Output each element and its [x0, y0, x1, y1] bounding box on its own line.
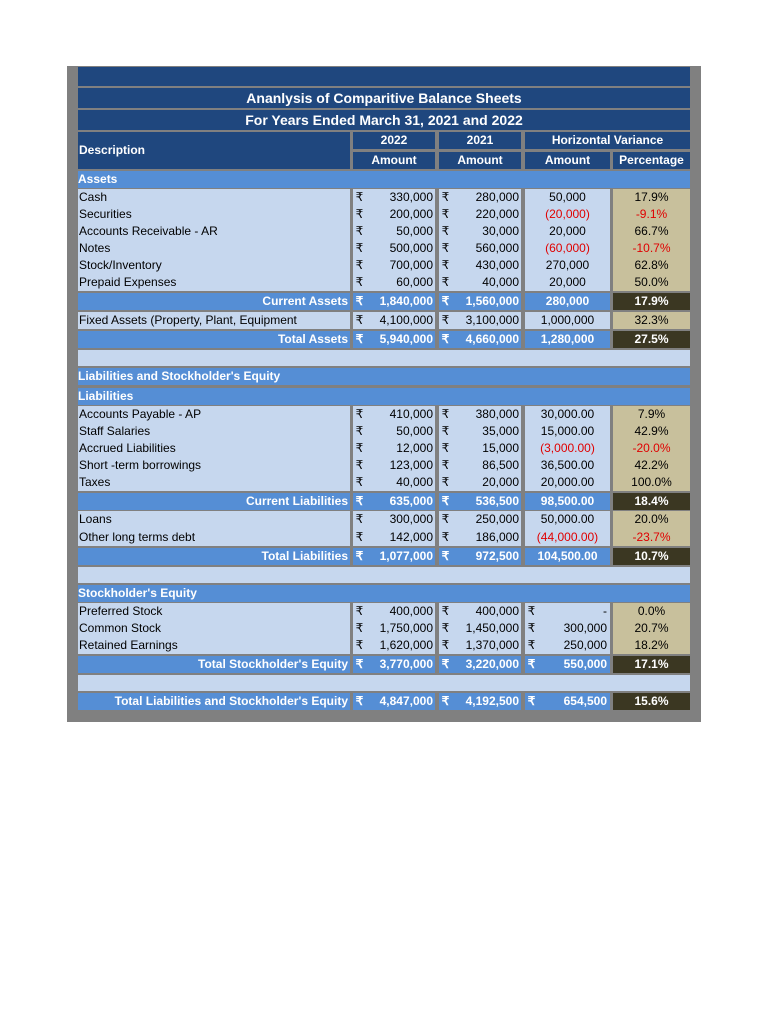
- amount-2021: 250,000: [475, 512, 519, 526]
- variance-amount: 15,000.00: [540, 424, 595, 438]
- variance-percentage: 50.0%: [634, 275, 669, 289]
- amount-2021: 35,000: [482, 424, 519, 438]
- currency-symbol: ₹: [355, 190, 364, 204]
- assets-section-header: Assets: [78, 171, 690, 188]
- year-2022-header: 2022: [353, 132, 435, 149]
- variance-amount: 36,500.00: [540, 458, 595, 472]
- report-title: Ananlysis of Comparitive Balance Sheets: [78, 88, 690, 108]
- variance-percentage: 42.2%: [634, 458, 669, 472]
- current-assets-2022: 1,840,000: [366, 293, 435, 310]
- currency-symbol: ₹: [355, 530, 364, 544]
- variance-amount: 250,000: [563, 638, 607, 652]
- variance-amount: 20,000: [549, 275, 586, 289]
- amount-2022: 50,000: [396, 224, 433, 238]
- amount-2022: 123,000: [389, 458, 433, 472]
- currency-symbol: ₹: [527, 621, 536, 635]
- currency-symbol: ₹: [355, 313, 364, 327]
- total-liabilities-2021: 972,500: [452, 548, 521, 565]
- variance-percentage: -9.1%: [635, 207, 668, 221]
- currency-symbol: ₹: [441, 475, 450, 489]
- amount-2022: 410,000: [389, 407, 433, 421]
- currency-symbol: ₹: [353, 693, 366, 710]
- variance-amount: (3,000.00): [540, 441, 595, 455]
- fixed-assets-2021: 3,100,000: [465, 313, 519, 327]
- currency-symbol: ₹: [355, 604, 364, 618]
- amount-2021: 280,000: [475, 190, 519, 204]
- amount-2021-header: Amount: [439, 152, 521, 169]
- currency-symbol: ₹: [355, 207, 364, 221]
- spacer-row: [78, 350, 690, 366]
- description-header: Description: [78, 132, 350, 169]
- year-2021-header: 2021: [439, 132, 521, 149]
- variance-amount-header: Amount: [525, 152, 610, 169]
- grand-total-2022: 4,847,000: [366, 693, 435, 710]
- row-label: Notes: [79, 241, 111, 255]
- amount-2021: 1,450,000: [465, 621, 519, 635]
- currency-symbol: ₹: [439, 493, 452, 510]
- variance-percentage: 42.9%: [634, 424, 669, 438]
- amount-2022: 500,000: [389, 241, 433, 255]
- currency-symbol: ₹: [525, 693, 538, 710]
- currency-symbol: ₹: [439, 693, 452, 710]
- variance-amount: 300,000: [563, 621, 607, 635]
- total-equity-variance: 550,000: [538, 656, 610, 673]
- currency-symbol: ₹: [441, 512, 450, 526]
- amount-2021: 1,370,000: [465, 638, 519, 652]
- row-label: Preferred Stock: [79, 604, 163, 618]
- row-label: Staff Salaries: [79, 424, 151, 438]
- variance-percentage: 20.0%: [634, 512, 669, 526]
- report-subtitle: For Years Ended March 31, 2021 and 2022: [78, 110, 690, 130]
- amount-2022: 330,000: [389, 190, 433, 204]
- currency-symbol: ₹: [527, 604, 536, 618]
- currency-symbol: ₹: [441, 604, 450, 618]
- amount-2021: 86,500: [482, 458, 519, 472]
- currency-symbol: ₹: [355, 241, 364, 255]
- current-liabilities-2022: 635,000: [366, 493, 435, 510]
- fixed-assets-variance: 1,000,000: [540, 313, 595, 327]
- variance-percentage: 7.9%: [637, 407, 666, 421]
- amount-2022: 400,000: [389, 604, 433, 618]
- currency-symbol: ₹: [441, 458, 450, 472]
- variance-percentage: -23.7%: [632, 530, 671, 544]
- variance-percentage: -10.7%: [632, 241, 671, 255]
- currency-symbol: ₹: [441, 407, 450, 421]
- currency-symbol: ₹: [527, 638, 536, 652]
- currency-symbol: ₹: [353, 493, 366, 510]
- currency-symbol: ₹: [355, 458, 364, 472]
- amount-2021: 400,000: [475, 604, 519, 618]
- amount-2022: 12,000: [396, 441, 433, 455]
- variance-header: Horizontal Variance: [525, 132, 690, 149]
- total-assets-percentage: 27.5%: [613, 331, 690, 348]
- row-label: Prepaid Expenses: [79, 275, 177, 289]
- liabilities-section-header: Liabilities: [78, 388, 690, 405]
- currency-symbol: ₹: [441, 258, 450, 272]
- row-label: Common Stock: [79, 621, 162, 635]
- row-label: Loans: [79, 512, 112, 526]
- row-label: Accrued Liabilities: [79, 441, 176, 455]
- variance-percentage: 0.0%: [637, 604, 666, 618]
- variance-amount: 270,000: [545, 258, 590, 272]
- amount-2022: 50,000: [396, 424, 433, 438]
- row-label: Securities: [79, 207, 132, 221]
- currency-symbol: ₹: [353, 548, 366, 565]
- currency-symbol: ₹: [441, 638, 450, 652]
- currency-symbol: ₹: [355, 475, 364, 489]
- currency-symbol: ₹: [439, 548, 452, 565]
- total-equity-2022: 3,770,000: [366, 656, 435, 673]
- currency-symbol: ₹: [525, 656, 538, 673]
- current-assets-2021: 1,560,000: [452, 293, 521, 310]
- fixed-assets-label: Fixed Assets (Property, Plant, Equipment: [78, 312, 350, 329]
- amount-2022: 60,000: [396, 275, 433, 289]
- currency-symbol: ₹: [441, 207, 450, 221]
- variance-amount: 20,000: [549, 224, 586, 238]
- row-label: Other long terms debt: [79, 530, 196, 544]
- amount-2022-header: Amount: [353, 152, 435, 169]
- currency-symbol: ₹: [353, 331, 366, 348]
- total-liabilities-2022: 1,077,000: [366, 548, 435, 565]
- currency-symbol: ₹: [441, 241, 450, 255]
- current-assets-label: Current Assets: [78, 293, 350, 310]
- variance-amount: (44,000.00): [536, 530, 599, 544]
- current-liabilities-2021: 536,500: [452, 493, 521, 510]
- currency-symbol: ₹: [355, 275, 364, 289]
- current-liabilities-variance: 98,500.00: [525, 493, 610, 510]
- grand-total-label: Total Liabilities and Stockholder's Equity: [78, 693, 350, 710]
- amount-2021: 380,000: [475, 407, 519, 421]
- amount-2021: 430,000: [475, 258, 519, 272]
- grand-total-2021: 4,192,500: [452, 693, 521, 710]
- variance-amount: 20,000.00: [540, 475, 595, 489]
- currency-symbol: ₹: [441, 224, 450, 238]
- row-label: Taxes: [79, 475, 111, 489]
- variance-percentage: 100.0%: [631, 475, 672, 489]
- amount-2022: 1,750,000: [379, 621, 433, 635]
- current-assets-percentage: 17.9%: [613, 293, 690, 310]
- currency-symbol: ₹: [439, 331, 452, 348]
- row-label: Stock/Inventory: [79, 258, 162, 272]
- currency-symbol: ₹: [439, 656, 452, 673]
- currency-symbol: ₹: [441, 313, 450, 327]
- currency-symbol: ₹: [441, 441, 450, 455]
- equity-section-header: Stockholder's Equity: [78, 585, 690, 602]
- variance-percentage: 20.7%: [634, 621, 669, 635]
- variance-amount: 30,000.00: [540, 407, 595, 421]
- amount-2021: 30,000: [482, 224, 519, 238]
- fixed-assets-percentage: 32.3%: [613, 312, 690, 329]
- total-assets-variance: 1,280,000: [525, 331, 610, 348]
- row-label: Accounts Payable - AP: [79, 407, 202, 421]
- variance-percentage: -20.0%: [632, 441, 671, 455]
- total-assets-2022: 5,940,000: [366, 331, 435, 348]
- currency-symbol: ₹: [355, 621, 364, 635]
- currency-symbol: ₹: [441, 621, 450, 635]
- total-assets-label: Total Assets: [78, 331, 350, 348]
- amount-2021: 15,000: [482, 441, 519, 455]
- current-liabilities-percentage: 18.4%: [613, 493, 690, 510]
- variance-amount: 50,000.00: [540, 512, 595, 526]
- currency-symbol: ₹: [355, 258, 364, 272]
- amount-2022: 40,000: [396, 475, 433, 489]
- spacer-row: [78, 675, 690, 691]
- variance-percentage: 66.7%: [634, 224, 669, 238]
- amount-2021: 186,000: [475, 530, 519, 544]
- currency-symbol: ₹: [355, 407, 364, 421]
- variance-amount: (20,000): [545, 207, 590, 221]
- amount-2021: 220,000: [475, 207, 519, 221]
- total-liabilities-variance: 104,500.00: [525, 548, 610, 565]
- currency-symbol: ₹: [439, 293, 452, 310]
- amount-2022: 200,000: [389, 207, 433, 221]
- variance-percentage: 62.8%: [634, 258, 669, 272]
- variance-amount: 50,000: [549, 190, 586, 204]
- currency-symbol: ₹: [355, 638, 364, 652]
- grand-total-variance: 654,500: [538, 693, 610, 710]
- spacer-row: [78, 567, 690, 583]
- currency-symbol: ₹: [355, 512, 364, 526]
- currency-symbol: ₹: [355, 424, 364, 438]
- total-liabilities-percentage: 10.7%: [613, 548, 690, 565]
- amount-2021: 560,000: [475, 241, 519, 255]
- currency-symbol: ₹: [441, 190, 450, 204]
- total-equity-label: Total Stockholder's Equity: [78, 656, 350, 673]
- variance-percentage: 17.9%: [634, 190, 669, 204]
- liab-equity-section-header: Liabilities and Stockholder's Equity: [78, 368, 690, 385]
- variance-percentage: 18.2%: [634, 638, 669, 652]
- amount-2021: 20,000: [482, 475, 519, 489]
- fixed-assets-2022: 4,100,000: [379, 313, 433, 327]
- amount-2022: 700,000: [389, 258, 433, 272]
- variance-amount: (60,000): [545, 241, 590, 255]
- currency-symbol: ₹: [353, 293, 366, 310]
- row-label: Short -term borrowings: [79, 458, 202, 472]
- variance-amount: -: [603, 604, 607, 618]
- currency-symbol: ₹: [441, 275, 450, 289]
- grand-total-percentage: 15.6%: [613, 693, 690, 710]
- total-equity-percentage: 17.1%: [613, 656, 690, 673]
- current-assets-variance: 280,000: [525, 293, 610, 310]
- currency-symbol: ₹: [353, 656, 366, 673]
- currency-symbol: ₹: [355, 224, 364, 238]
- current-liabilities-label: Current Liabilities: [78, 493, 350, 510]
- variance-percentage-header: Percentage: [613, 152, 690, 169]
- total-liabilities-label: Total Liabilities: [78, 548, 350, 565]
- row-label: Cash: [79, 190, 108, 204]
- amount-2022: 1,620,000: [379, 638, 433, 652]
- currency-symbol: ₹: [355, 441, 364, 455]
- amount-2022: 300,000: [389, 512, 433, 526]
- currency-symbol: ₹: [441, 530, 450, 544]
- amount-2022: 142,000: [389, 530, 433, 544]
- total-equity-2021: 3,220,000: [452, 656, 521, 673]
- total-assets-2021: 4,660,000: [452, 331, 521, 348]
- row-label: Accounts Receivable - AR: [79, 224, 218, 238]
- title-top-band: [78, 67, 690, 86]
- currency-symbol: ₹: [441, 424, 450, 438]
- row-label: Retained Earnings: [79, 638, 178, 652]
- amount-2021: 40,000: [482, 275, 519, 289]
